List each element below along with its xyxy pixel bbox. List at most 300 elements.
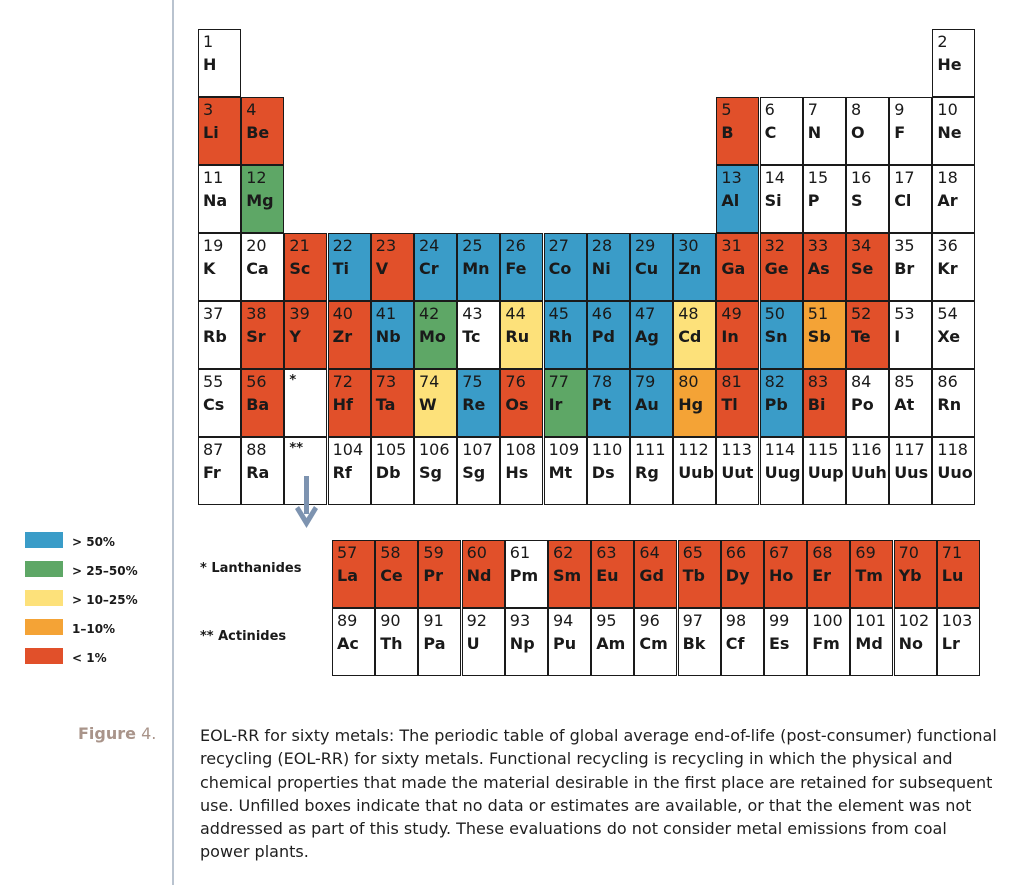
legend-label: > 10–25%	[72, 593, 138, 607]
element-cell-pu-94	[548, 608, 591, 676]
atomic-number: 104	[332, 440, 364, 459]
element-cell-f-9	[889, 97, 932, 165]
atomic-number: 54	[937, 304, 958, 323]
down-arrow-icon	[294, 476, 318, 532]
element-cell-fe-26	[500, 233, 543, 301]
element-cell-s-16	[846, 165, 889, 233]
element-symbol: Dy	[725, 566, 750, 585]
element-symbol: Na	[203, 191, 228, 210]
element-symbol: Mo	[419, 327, 446, 346]
atomic-number: 95	[596, 611, 617, 630]
element-symbol: Al	[721, 191, 740, 210]
element-cell-ac-89	[332, 608, 375, 676]
element-symbol: Rn	[937, 395, 962, 414]
element-symbol: Br	[894, 259, 915, 278]
element-cell-he-2	[932, 29, 975, 97]
element-cell-mt-109	[544, 437, 587, 505]
element-symbol: Mg	[246, 191, 274, 210]
element-symbol: Fr	[203, 463, 221, 482]
atomic-number: 9	[894, 100, 905, 119]
element-cell-os-76	[500, 369, 543, 437]
atomic-number: 7	[807, 100, 818, 119]
atomic-number: 70	[898, 543, 919, 562]
element-cell-lr-103	[937, 608, 980, 676]
element-cell-y-39	[284, 301, 327, 369]
element-symbol: Cf	[725, 634, 745, 653]
element-symbol: No	[898, 634, 923, 653]
element-symbol: Sg	[462, 463, 486, 482]
element-cell-in-49	[716, 301, 759, 369]
atomic-number: 69	[855, 543, 876, 562]
element-symbol: La	[337, 566, 358, 585]
element-cell-al-13	[716, 165, 759, 233]
lanthanides-label: * Lanthanides	[200, 561, 302, 576]
atomic-number: 105	[375, 440, 407, 459]
atomic-number: 102	[898, 611, 930, 630]
element-cell-pd-46	[587, 301, 630, 369]
atomic-number: 113	[721, 440, 752, 459]
legend-label: > 25–50%	[72, 564, 138, 578]
element-symbol: Co	[548, 259, 572, 278]
element-symbol: Xe	[937, 327, 961, 346]
element-cell-re-75	[457, 369, 500, 437]
atomic-number: 78	[591, 372, 613, 391]
atomic-number: 1	[203, 32, 214, 51]
element-symbol: Bi	[807, 395, 826, 414]
atomic-number: 99	[769, 611, 790, 630]
figure-caption: EOL-RR for sixty metals: The periodic table of global average end-of-life (post-consumer) functional recycling (EOL-RR) for sixty metals. Functional recycling is recycling in which the physical and chemical properties that made the material desirable in the first place are retained for subsequent use. Unfilled boxes indicate that no data or estimates are available, or that the element was not addressed as part of this study. These evaluations do not consider metal emissions from coal power plants.	[200, 726, 997, 862]
atomic-number: 6	[764, 100, 775, 119]
element-cell-as-33	[803, 233, 846, 301]
element-cell-hf-72	[328, 369, 371, 437]
element-symbol: Pb	[764, 395, 788, 414]
element-cell-pr-59	[418, 540, 461, 608]
atomic-number: 82	[764, 372, 785, 391]
legend-swatch	[25, 532, 63, 548]
element-cell-at-85	[889, 369, 932, 437]
atomic-number: 27	[548, 236, 569, 255]
element-symbol: Lu	[941, 566, 964, 585]
atomic-number: 65	[682, 543, 703, 562]
atomic-number: 62	[553, 543, 574, 562]
element-cell-mo-42	[414, 301, 457, 369]
element-cell-bi-83	[803, 369, 846, 437]
element-symbol: Pa	[423, 634, 446, 653]
element-symbol: U	[466, 634, 480, 653]
element-cell-sb-51	[803, 301, 846, 369]
element-symbol: S	[851, 191, 863, 210]
atomic-number: 36	[937, 236, 958, 255]
element-symbol: Fe	[505, 259, 527, 278]
element-symbol: Er	[812, 566, 832, 585]
element-symbol: Cl	[894, 191, 912, 210]
atomic-number: 115	[807, 440, 839, 459]
element-cell-u-92	[462, 608, 505, 676]
atomic-number: 43	[462, 304, 483, 323]
element-cell-pt-78	[587, 369, 630, 437]
series-placeholder-cell	[284, 369, 327, 437]
atomic-number: 74	[419, 372, 440, 391]
element-symbol: Pu	[553, 634, 577, 653]
element-cell-uug-114	[760, 437, 803, 505]
element-symbol: Ni	[591, 259, 611, 278]
actinides-label: ** Actinides	[200, 629, 287, 644]
element-symbol: Po	[851, 395, 874, 414]
atomic-number: 61	[509, 543, 531, 562]
element-symbol: Uub	[678, 463, 715, 482]
element-cell-be-4	[241, 97, 284, 165]
atomic-number: 12	[246, 168, 267, 187]
element-cell-uuo-118	[932, 437, 975, 505]
atomic-number: 117	[894, 440, 925, 459]
figure-number: 4.	[141, 724, 157, 743]
element-symbol: F	[894, 123, 906, 142]
element-cell-po-84	[846, 369, 889, 437]
element-cell-np-93	[505, 608, 548, 676]
atomic-number: 84	[851, 372, 872, 391]
element-cell-sc-21	[284, 233, 327, 301]
atomic-number: 58	[380, 543, 401, 562]
element-symbol: Uug	[764, 463, 801, 482]
element-cell-ga-31	[716, 233, 759, 301]
element-cell-tm-69	[850, 540, 893, 608]
element-cell-uub-112	[673, 437, 716, 505]
element-cell-v-23	[371, 233, 414, 301]
element-symbol: Rh	[548, 327, 573, 346]
element-cell-ce-58	[375, 540, 418, 608]
element-symbol: V	[375, 259, 389, 278]
atomic-number: 44	[505, 304, 526, 323]
element-symbol: O	[851, 123, 865, 142]
atomic-number: 103	[941, 611, 973, 630]
element-symbol: Tc	[462, 327, 481, 346]
element-symbol: Os	[505, 395, 529, 414]
atomic-number: 49	[721, 304, 742, 323]
element-cell-sn-50	[760, 301, 803, 369]
element-symbol: Db	[375, 463, 401, 482]
element-symbol: Np	[509, 634, 535, 653]
element-cell-eu-63	[591, 540, 634, 608]
atomic-number: 112	[678, 440, 709, 459]
element-cell-ta-73	[371, 369, 414, 437]
atomic-number: 98	[725, 611, 747, 630]
atomic-number: 97	[682, 611, 703, 630]
element-symbol: Sm	[553, 566, 582, 585]
element-symbol: Re	[462, 395, 486, 414]
atomic-number: 83	[807, 372, 829, 391]
element-cell-tb-65	[678, 540, 721, 608]
element-cell-cu-29	[630, 233, 673, 301]
atomic-number: 53	[894, 304, 915, 323]
element-cell-ho-67	[764, 540, 807, 608]
atomic-number: 29	[635, 236, 656, 255]
element-cell-lu-71	[937, 540, 980, 608]
element-cell-te-52	[846, 301, 889, 369]
element-cell-au-79	[630, 369, 673, 437]
element-symbol: Ce	[380, 566, 403, 585]
legend-swatch	[25, 619, 63, 635]
element-cell-cm-96	[634, 608, 677, 676]
element-cell-pm-61	[505, 540, 548, 608]
element-symbol: Ne	[937, 123, 962, 142]
atomic-number: 63	[596, 543, 617, 562]
element-symbol: Tm	[855, 566, 883, 585]
atomic-number: 11	[203, 168, 224, 187]
element-symbol: Uus	[894, 463, 929, 482]
element-cell-zr-40	[328, 301, 371, 369]
element-symbol: Lr	[941, 634, 960, 653]
element-cell-br-35	[889, 233, 932, 301]
series-marker: **	[289, 441, 303, 456]
element-cell-ag-47	[630, 301, 673, 369]
element-cell-md-101	[850, 608, 893, 676]
element-cell-pb-82	[760, 369, 803, 437]
element-symbol: Ar	[937, 191, 958, 210]
element-symbol: Ge	[764, 259, 789, 278]
element-symbol: Cr	[419, 259, 439, 278]
element-symbol: Mn	[462, 259, 490, 278]
atomic-number: 32	[764, 236, 785, 255]
element-cell-ca-20	[241, 233, 284, 301]
element-symbol: Bk	[682, 634, 706, 653]
element-symbol: Ti	[332, 259, 349, 278]
atomic-number: 75	[462, 372, 483, 391]
element-cell-na-11	[198, 165, 241, 233]
element-symbol: Uuo	[937, 463, 973, 482]
element-symbol: Pm	[509, 566, 539, 585]
element-symbol: Pd	[591, 327, 615, 346]
atomic-number: 35	[894, 236, 915, 255]
element-symbol: Ta	[375, 395, 396, 414]
atomic-number: 3	[203, 100, 214, 119]
element-symbol: Gd	[639, 566, 664, 585]
atomic-number: 31	[721, 236, 742, 255]
element-cell-fm-100	[807, 608, 850, 676]
element-symbol: At	[894, 395, 915, 414]
atomic-number: 93	[509, 611, 531, 630]
element-symbol: Cd	[678, 327, 702, 346]
element-symbol: B	[721, 123, 734, 142]
element-symbol: Am	[596, 634, 626, 653]
element-cell-sg-107	[457, 437, 500, 505]
element-symbol: Tl	[721, 395, 738, 414]
element-cell-rn-86	[932, 369, 975, 437]
element-cell-kr-36	[932, 233, 975, 301]
atomic-number: 25	[462, 236, 483, 255]
element-symbol: Rf	[332, 463, 352, 482]
element-cell-nd-60	[462, 540, 505, 608]
element-symbol: N	[807, 123, 822, 142]
element-cell-co-27	[544, 233, 587, 301]
element-symbol: H	[203, 55, 217, 74]
atomic-number: 116	[851, 440, 882, 459]
element-cell-mg-12	[241, 165, 284, 233]
element-symbol: Uup	[807, 463, 844, 482]
element-symbol: K	[203, 259, 216, 278]
element-cell-er-68	[807, 540, 850, 608]
element-cell-ds-110	[587, 437, 630, 505]
element-cell-am-95	[591, 608, 634, 676]
atomic-number: 26	[505, 236, 526, 255]
element-cell-hs-108	[500, 437, 543, 505]
atomic-number: 24	[419, 236, 440, 255]
element-symbol: Nd	[466, 566, 492, 585]
element-symbol: Th	[380, 634, 403, 653]
atomic-number: 109	[548, 440, 580, 459]
element-cell-ti-22	[328, 233, 371, 301]
element-cell-rb-37	[198, 301, 241, 369]
element-symbol: C	[764, 123, 777, 142]
element-cell-cl-17	[889, 165, 932, 233]
atomic-number: 114	[764, 440, 796, 459]
atomic-number: 41	[375, 304, 397, 323]
atomic-number: 94	[553, 611, 574, 630]
atomic-number: 66	[725, 543, 747, 562]
legend-label: 1–10%	[72, 622, 116, 636]
atomic-number: 13	[721, 168, 742, 187]
element-symbol: Ru	[505, 327, 530, 346]
element-cell-rg-111	[630, 437, 673, 505]
element-symbol: Si	[764, 191, 782, 210]
element-cell-k-19	[198, 233, 241, 301]
element-symbol: Zn	[678, 259, 702, 278]
atomic-number: 77	[548, 372, 569, 391]
figure-label	[78, 724, 156, 743]
element-cell-ni-28	[587, 233, 630, 301]
atomic-number: 22	[332, 236, 353, 255]
element-symbol: Mt	[548, 463, 573, 482]
element-cell-uut-113	[716, 437, 759, 505]
element-symbol: Au	[635, 395, 659, 414]
atomic-number: 81	[721, 372, 742, 391]
element-symbol: Pr	[423, 566, 444, 585]
element-cell-db-105	[371, 437, 414, 505]
element-symbol: Li	[203, 123, 219, 142]
legend-swatch	[25, 648, 63, 664]
element-cell-uup-115	[803, 437, 846, 505]
atomic-number: 55	[203, 372, 224, 391]
element-cell-cr-24	[414, 233, 457, 301]
element-cell-ru-44	[500, 301, 543, 369]
element-cell-la-57	[332, 540, 375, 608]
element-cell-yb-70	[894, 540, 937, 608]
atomic-number: 107	[462, 440, 493, 459]
element-symbol: Rb	[203, 327, 227, 346]
element-cell-w-74	[414, 369, 457, 437]
figure-word: Figure	[78, 724, 136, 743]
element-symbol: Ag	[635, 327, 659, 346]
atomic-number: 46	[591, 304, 613, 323]
atomic-number: 38	[246, 304, 267, 323]
legend-swatch	[25, 561, 63, 577]
element-cell-o-8	[846, 97, 889, 165]
atomic-number: 108	[505, 440, 536, 459]
element-cell-ge-32	[760, 233, 803, 301]
element-cell-no-102	[894, 608, 937, 676]
atomic-number: 68	[812, 543, 833, 562]
atomic-number: 39	[289, 304, 310, 323]
element-cell-sg-106	[414, 437, 457, 505]
atomic-number: 37	[203, 304, 224, 323]
element-cell-pa-91	[418, 608, 461, 676]
element-cell-h-1	[198, 29, 241, 97]
element-cell-tl-81	[716, 369, 759, 437]
atomic-number: 59	[423, 543, 444, 562]
element-symbol: Sb	[807, 327, 831, 346]
element-symbol: Ra	[246, 463, 270, 482]
element-cell-ar-18	[932, 165, 975, 233]
element-cell-p-15	[803, 165, 846, 233]
element-symbol: As	[807, 259, 830, 278]
element-cell-si-14	[760, 165, 803, 233]
atomic-number: 57	[337, 543, 358, 562]
atomic-number: 110	[591, 440, 623, 459]
element-cell-li-3	[198, 97, 241, 165]
atomic-number: 118	[937, 440, 968, 459]
element-symbol: W	[419, 395, 437, 414]
legend-label: < 1%	[72, 651, 107, 665]
atomic-number: 33	[807, 236, 829, 255]
element-cell-i-53	[889, 301, 932, 369]
element-symbol: Ac	[337, 634, 359, 653]
atomic-number: 16	[851, 168, 872, 187]
element-symbol: Rg	[635, 463, 659, 482]
element-cell-cs-55	[198, 369, 241, 437]
element-cell-sr-38	[241, 301, 284, 369]
atomic-number: 50	[764, 304, 785, 323]
atomic-number: 51	[807, 304, 829, 323]
atomic-number: 67	[769, 543, 790, 562]
element-symbol: Kr	[937, 259, 958, 278]
element-cell-rf-104	[328, 437, 371, 505]
element-symbol: Eu	[596, 566, 619, 585]
atomic-number: 73	[375, 372, 397, 391]
element-symbol: Hs	[505, 463, 529, 482]
element-cell-es-99	[764, 608, 807, 676]
atomic-number: 87	[203, 440, 224, 459]
element-symbol: Hf	[332, 395, 353, 414]
element-symbol: Se	[851, 259, 874, 278]
element-symbol: Y	[289, 327, 301, 346]
atomic-number: 23	[375, 236, 397, 255]
atomic-number: 20	[246, 236, 267, 255]
element-cell-n-7	[803, 97, 846, 165]
atomic-number: 60	[466, 543, 487, 562]
element-cell-sm-62	[548, 540, 591, 608]
element-symbol: Es	[769, 634, 790, 653]
atomic-number: 85	[894, 372, 915, 391]
element-cell-tc-43	[457, 301, 500, 369]
legend-swatch	[25, 590, 63, 606]
atomic-number: 2	[937, 32, 948, 51]
atomic-number: 10	[937, 100, 958, 119]
element-symbol: Be	[246, 123, 270, 142]
element-cell-c-6	[760, 97, 803, 165]
atomic-number: 96	[639, 611, 660, 630]
atomic-number: 76	[505, 372, 526, 391]
element-symbol: Cs	[203, 395, 225, 414]
element-symbol: Hg	[678, 395, 704, 414]
element-symbol: Md	[855, 634, 883, 653]
element-symbol: Sr	[246, 327, 266, 346]
atomic-number: 72	[332, 372, 353, 391]
atomic-number: 111	[635, 440, 666, 459]
atomic-number: 92	[466, 611, 487, 630]
element-symbol: Sn	[764, 327, 788, 346]
element-symbol: Ga	[721, 259, 746, 278]
atomic-number: 91	[423, 611, 444, 630]
atomic-number: 45	[548, 304, 569, 323]
